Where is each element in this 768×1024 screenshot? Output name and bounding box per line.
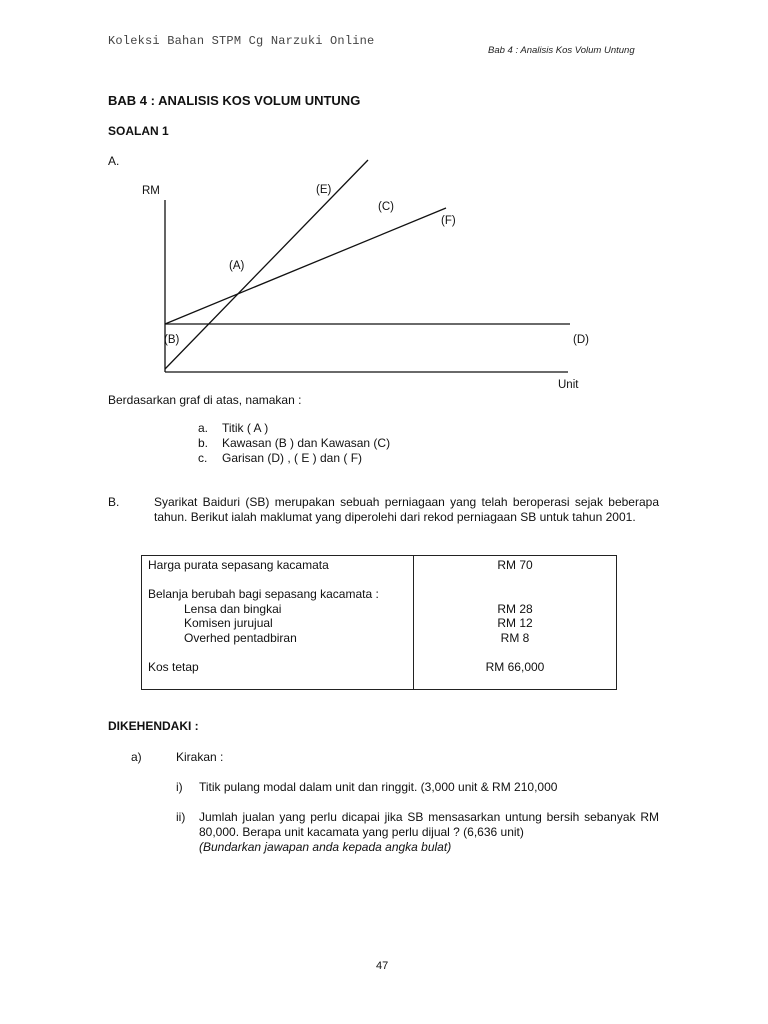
label-e: (E)	[316, 184, 332, 196]
question-text: Garisan (D) , ( E ) dan ( F)	[222, 451, 363, 465]
cost-table-values	[414, 556, 617, 690]
section-b-label: B.	[108, 495, 120, 509]
part-a-label: a)	[131, 750, 142, 764]
question-item	[198, 436, 390, 451]
part-ii-note: (Bundarkan jawapan anda kepada angka bulat)	[199, 840, 452, 854]
price-label: Harga purata sepasang kacamata	[148, 558, 329, 572]
question-letter: a.	[198, 421, 209, 435]
part-ii-block	[199, 810, 659, 855]
section-a-label: A.	[108, 154, 120, 168]
cvp-graph	[0, 0, 768, 400]
total-cost-line-f	[165, 208, 446, 324]
label-b: (B)	[164, 334, 180, 346]
part-ii-label: ii)	[176, 810, 186, 824]
page-title: BAB 4 : ANALISIS KOS VOLUM UNTUNG	[108, 93, 361, 108]
section-a-intro: Berdasarkan graf di atas, namakan :	[108, 393, 302, 407]
question-text: Kawasan (B ) dan Kawasan (C)	[222, 436, 391, 450]
section-a-questions	[198, 421, 390, 466]
price-value: RM 70	[497, 558, 533, 572]
cost-table-labels	[142, 556, 414, 690]
fixed-cost-value: RM 66,000	[485, 660, 545, 675]
label-a: (A)	[229, 260, 245, 272]
header-chapter: Bab 4 : Analisis Kos Volum Untung	[488, 45, 635, 56]
question-heading: SOALAN 1	[108, 124, 169, 138]
variable-cost-heading: Belanja berubah bagi sepasang kacamata :	[148, 587, 379, 602]
total-revenue-line-e	[165, 160, 368, 369]
part-i-label: i)	[176, 780, 183, 794]
requirements-heading: DIKEHENDAKI :	[108, 719, 199, 733]
fixed-cost-label: Kos tetap	[148, 660, 199, 675]
cost-table	[141, 555, 617, 690]
x-axis-label: Unit	[558, 379, 579, 391]
variable-item-label: Overhed pentadbiran	[184, 630, 297, 645]
variable-item-value: RM 12	[497, 616, 533, 631]
question-text: Titik ( A )	[222, 421, 269, 435]
label-c: (C)	[378, 201, 394, 213]
question-item	[198, 451, 390, 466]
question-letter: c.	[198, 451, 208, 465]
variable-item-value: RM 8	[500, 630, 530, 645]
header-source: Koleksi Bahan STPM Cg Narzuki Online	[108, 34, 375, 48]
variable-item-value: RM 28	[497, 601, 533, 616]
part-ii-text: Jumlah jualan yang perlu dicapai jika SB mensasarkan untung bersih sebanyak RM 80,000. Berapa unit kacamata yang perlu dijual ? (6,636 unit)	[199, 810, 659, 839]
variable-item-label: Komisen jurujual	[184, 616, 273, 631]
variable-item-label: Lensa dan bingkai	[184, 601, 282, 616]
part-i-text: Titik pulang modal dalam unit dan ringgit. (3,000 unit & RM 210,000	[199, 780, 558, 794]
part-a-text: Kirakan :	[176, 750, 224, 764]
label-f: (F)	[441, 215, 456, 227]
label-d: (D)	[573, 334, 589, 346]
y-axis-label: RM	[142, 185, 160, 197]
page-number: 47	[376, 960, 389, 972]
question-item	[198, 421, 390, 436]
section-b-paragraph: Syarikat Baiduri (SB) merupakan sebuah perniagaan yang telah beroperasi sejak beberapa tahun. Berikut ialah maklumat yang diperolehi dari rekod perniagaan SB untuk tahun 2001.	[154, 495, 659, 524]
question-letter: b.	[198, 436, 209, 450]
